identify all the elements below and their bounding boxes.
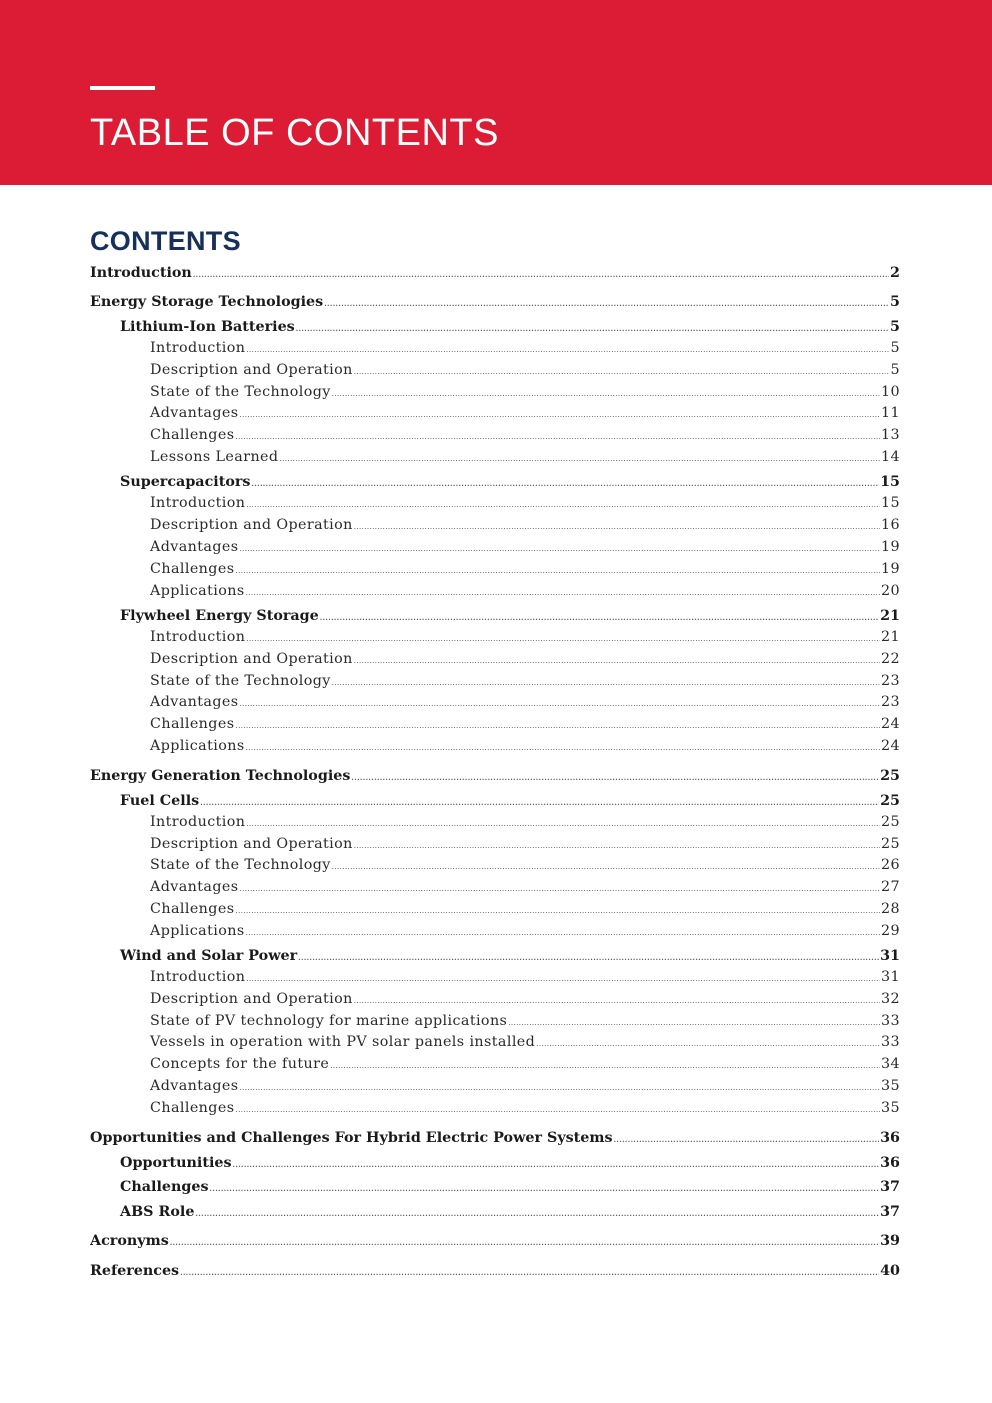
toc-entry[interactable] — [90, 834, 900, 856]
toc-entry-label: Introduction — [150, 628, 246, 645]
toc-entry[interactable] — [90, 1011, 900, 1033]
toc-entry-page-number: 16 — [881, 517, 900, 534]
toc-entry-label: Advantages — [150, 694, 239, 711]
toc-entry-label: Challenges — [150, 427, 235, 444]
toc-entry-label: State of the Technology — [150, 672, 331, 689]
toc-entry-label: Challenges — [150, 900, 235, 917]
toc-entry-label: Opportunities and Challenges For Hybrid Electric Power Systems — [90, 1130, 613, 1147]
toc-entry-label: State of PV technology for marine applications — [150, 1012, 508, 1029]
toc-entry-page-number: 37 — [880, 1203, 900, 1220]
toc-entry-label: ABS Role — [120, 1203, 195, 1220]
toc-entry-label: Description and Operation — [150, 990, 353, 1007]
toc-entry[interactable] — [90, 671, 900, 693]
toc-dot-leader — [193, 264, 889, 284]
toc-entry[interactable] — [90, 1032, 900, 1054]
toc-entry[interactable] — [90, 425, 900, 447]
toc-dot-leader — [324, 293, 889, 313]
toc-dot-leader — [354, 517, 880, 537]
toc-entry-page-number: 32 — [881, 990, 900, 1007]
toc-dot-leader — [246, 923, 880, 943]
toc-dot-leader — [240, 405, 880, 425]
toc-entry[interactable] — [90, 1260, 900, 1282]
toc-entry[interactable] — [90, 447, 900, 469]
toc-entry-page-number: 15 — [880, 474, 900, 491]
toc-entry[interactable] — [90, 989, 900, 1011]
toc-entry[interactable] — [90, 1098, 900, 1120]
toc-entry-label: Vessels in operation with PV solar panels installed — [150, 1034, 536, 1051]
toc-entry-page-number: 19 — [881, 538, 900, 555]
toc-entry[interactable] — [90, 921, 900, 943]
toc-entry-label: Challenges — [150, 560, 235, 577]
toc-entry-page-number: 34 — [881, 1056, 900, 1073]
toc-entry-page-number: 24 — [881, 737, 900, 754]
toc-dot-leader — [240, 1078, 880, 1098]
toc-entry[interactable] — [90, 1127, 900, 1149]
toc-entry-label: Applications — [150, 737, 245, 754]
toc-dot-leader — [195, 1203, 879, 1223]
toc-entry[interactable] — [90, 471, 900, 493]
toc-entry[interactable] — [90, 291, 900, 313]
toc-entry[interactable] — [90, 855, 900, 877]
toc-dot-leader — [354, 651, 880, 671]
toc-entry-label: Lessons Learned — [150, 448, 279, 465]
toc-entry[interactable] — [90, 967, 900, 989]
toc-entry-page-number: 20 — [881, 582, 900, 599]
toc-entry-page-number: 25 — [881, 835, 900, 852]
toc-entry[interactable] — [90, 812, 900, 834]
toc-entry-page-number: 36 — [880, 1130, 900, 1147]
toc-dot-leader — [246, 629, 880, 649]
toc-dot-leader — [320, 607, 879, 627]
toc-entry-page-number: 26 — [881, 857, 900, 874]
toc-entry-label: Introduction — [150, 339, 246, 356]
toc-entry-label: Description and Operation — [150, 517, 353, 534]
toc-entry[interactable] — [90, 649, 900, 671]
toc-entry-page-number: 31 — [880, 948, 900, 965]
toc-entry-page-number: 29 — [881, 922, 900, 939]
toc-entry-page-number: 5 — [890, 339, 900, 356]
toc-entry-page-number: 36 — [880, 1154, 900, 1171]
toc-entry[interactable] — [90, 360, 900, 382]
toc-entry[interactable] — [90, 605, 900, 627]
table-of-contents — [90, 262, 900, 1282]
toc-entry-label: Acronyms — [90, 1233, 169, 1250]
toc-dot-leader — [240, 879, 880, 899]
toc-entry-label: Applications — [150, 582, 245, 599]
toc-entry-label: Challenges — [150, 1099, 235, 1116]
toc-dot-leader — [246, 340, 889, 360]
toc-entry[interactable] — [90, 1230, 900, 1252]
toc-entry-label: Applications — [150, 922, 245, 939]
toc-entry[interactable] — [90, 1201, 900, 1223]
toc-entry-page-number: 5 — [890, 361, 900, 378]
toc-entry-page-number: 24 — [881, 716, 900, 733]
toc-entry-label: Challenges — [120, 1179, 209, 1196]
toc-dot-leader — [332, 857, 880, 877]
toc-dot-leader — [614, 1129, 880, 1149]
toc-entry[interactable] — [90, 581, 900, 603]
toc-entry-label: Energy Generation Technologies — [90, 768, 351, 785]
toc-entry-page-number: 14 — [881, 448, 900, 465]
toc-entry-label: Introduction — [150, 969, 246, 986]
toc-dot-leader — [210, 1178, 880, 1198]
toc-entry-label: Advantages — [150, 879, 239, 896]
toc-entry-label: Lithium-Ion Batteries — [120, 318, 295, 335]
toc-entry-label: Supercapacitors — [120, 474, 251, 491]
toc-entry-label: Opportunities — [120, 1154, 232, 1171]
toc-dot-leader — [200, 792, 879, 812]
toc-dot-leader — [235, 427, 880, 447]
toc-entry[interactable] — [90, 338, 900, 360]
toc-entry[interactable] — [90, 1054, 900, 1076]
toc-dot-leader — [296, 318, 889, 338]
toc-dot-leader — [235, 901, 880, 921]
toc-entry-page-number: 23 — [881, 672, 900, 689]
toc-entry-page-number: 40 — [880, 1262, 900, 1279]
toc-entry-page-number: 25 — [880, 768, 900, 785]
toc-dot-leader — [246, 969, 880, 989]
header-accent-rule — [90, 86, 155, 90]
header-banner — [0, 0, 992, 185]
toc-entry[interactable] — [90, 1176, 900, 1198]
toc-entry-page-number: 28 — [881, 900, 900, 917]
toc-entry-page-number: 33 — [881, 1012, 900, 1029]
toc-entry-page-number: 5 — [890, 294, 900, 311]
toc-dot-leader — [251, 473, 879, 493]
toc-entry-page-number: 25 — [880, 792, 900, 809]
toc-entry-label: Introduction — [90, 265, 192, 281]
toc-dot-leader — [180, 1262, 879, 1282]
toc-dot-leader — [298, 947, 879, 967]
toc-entry-label: Wind and Solar Power — [120, 948, 298, 965]
toc-entry-label: Description and Operation — [150, 650, 353, 667]
toc-entry-label: Advantages — [150, 1078, 239, 1095]
contents-heading: CONTENTS — [90, 226, 241, 256]
toc-entry-label: Fuel Cells — [120, 792, 200, 809]
toc-entry-label: Energy Storage Technologies — [90, 294, 324, 311]
toc-entry-label: Introduction — [150, 813, 246, 830]
toc-entry[interactable] — [90, 316, 900, 338]
toc-dot-leader — [508, 1013, 880, 1033]
toc-entry[interactable] — [90, 1076, 900, 1098]
toc-entry-page-number: 33 — [881, 1034, 900, 1051]
toc-dot-leader — [332, 384, 880, 404]
toc-entry[interactable] — [90, 262, 900, 284]
toc-dot-leader — [354, 991, 880, 1011]
toc-entry[interactable] — [90, 790, 900, 812]
toc-entry-page-number: 31 — [881, 969, 900, 986]
toc-entry[interactable] — [90, 877, 900, 899]
toc-dot-leader — [279, 449, 880, 469]
toc-entry-label: State of the Technology — [150, 383, 331, 400]
toc-entry-page-number: 35 — [881, 1099, 900, 1116]
toc-entry[interactable] — [90, 899, 900, 921]
toc-entry-page-number: 22 — [881, 650, 900, 667]
toc-dot-leader — [351, 767, 879, 787]
toc-dot-leader — [354, 836, 880, 856]
toc-entry-page-number: 13 — [881, 427, 900, 444]
toc-entry-page-number: 25 — [881, 813, 900, 830]
toc-entry-label: Concepts for the future — [150, 1056, 330, 1073]
toc-dot-leader — [235, 1100, 880, 1120]
toc-dot-leader — [354, 362, 890, 382]
toc-entry-label: Advantages — [150, 538, 239, 555]
toc-entry-label: Advantages — [150, 405, 239, 422]
toc-entry[interactable] — [90, 382, 900, 404]
toc-entry[interactable] — [90, 559, 900, 581]
toc-entry[interactable] — [90, 736, 900, 758]
toc-entry[interactable] — [90, 692, 900, 714]
toc-entry[interactable] — [90, 765, 900, 787]
toc-entry-label: Description and Operation — [150, 835, 353, 852]
toc-dot-leader — [235, 716, 880, 736]
toc-entry[interactable] — [90, 537, 900, 559]
toc-entry-page-number: 21 — [880, 607, 900, 624]
toc-entry-label: State of the Technology — [150, 857, 331, 874]
toc-entry-label: References — [90, 1262, 180, 1279]
toc-entry-label: Challenges — [150, 716, 235, 733]
toc-dot-leader — [170, 1232, 879, 1252]
toc-entry-page-number: 11 — [881, 405, 900, 422]
toc-entry-page-number: 2 — [890, 265, 900, 281]
toc-dot-leader — [246, 814, 880, 834]
toc-entry[interactable] — [90, 627, 900, 649]
toc-entry-page-number: 21 — [881, 628, 900, 645]
toc-dot-leader — [246, 583, 880, 603]
toc-entry[interactable] — [90, 403, 900, 425]
toc-entry-label: Introduction — [150, 495, 246, 512]
toc-entry[interactable] — [90, 515, 900, 537]
toc-entry-label: Description and Operation — [150, 361, 353, 378]
toc-dot-leader — [235, 561, 880, 581]
toc-dot-leader — [536, 1034, 880, 1054]
toc-entry-page-number: 15 — [881, 495, 900, 512]
toc-entry[interactable] — [90, 493, 900, 515]
toc-dot-leader — [240, 539, 880, 559]
toc-dot-leader — [233, 1154, 880, 1174]
toc-dot-leader — [246, 738, 880, 758]
toc-entry[interactable] — [90, 945, 900, 967]
toc-dot-leader — [246, 495, 880, 515]
toc-dot-leader — [330, 1056, 880, 1076]
toc-entry-page-number: 19 — [881, 560, 900, 577]
toc-dot-leader — [240, 694, 880, 714]
toc-entry-page-number: 5 — [890, 318, 900, 335]
toc-entry-page-number: 27 — [881, 879, 900, 896]
toc-entry-page-number: 37 — [880, 1179, 900, 1196]
toc-entry-label: Flywheel Energy Storage — [120, 607, 319, 624]
toc-entry[interactable] — [90, 714, 900, 736]
toc-entry-page-number: 23 — [881, 694, 900, 711]
toc-entry-page-number: 39 — [880, 1233, 900, 1250]
toc-dot-leader — [332, 673, 880, 693]
page-title: TABLE OF CONTENTS — [90, 112, 499, 154]
toc-entry-page-number: 10 — [881, 383, 900, 400]
toc-entry-page-number: 35 — [881, 1078, 900, 1095]
toc-entry[interactable] — [90, 1152, 900, 1174]
